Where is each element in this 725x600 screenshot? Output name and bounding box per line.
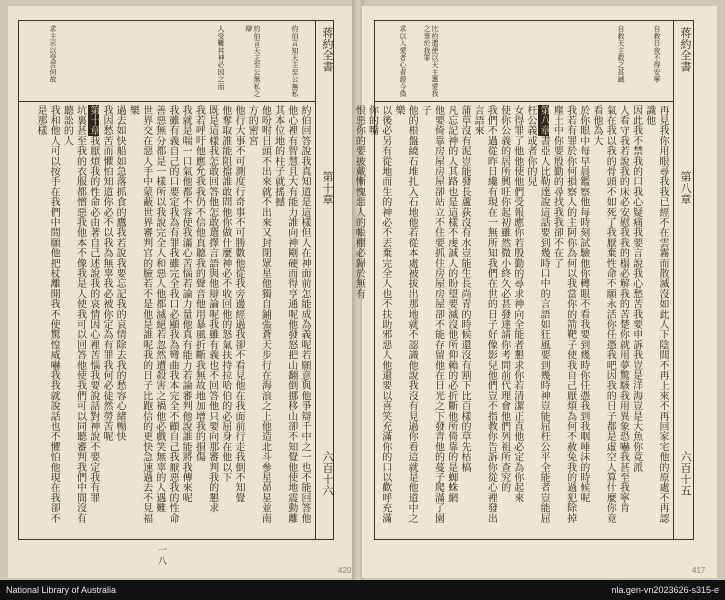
right-margin-note-2: 自救天主救之甚誠 xyxy=(617,25,625,83)
left-col-7: 我若呼吁他應允我我仍不信他真聽我的聲音他用暴風折斷我無故地加增我的損傷 xyxy=(193,105,205,462)
left-col-15: 我和他人可以按手在我們中間願他把杖離開我不使驚惶威嚇我我就說話也不懼怕他現在我卻不是那樣 xyxy=(34,105,60,524)
left-margin-note-2: 約伯言天主至公無私之辯 xyxy=(245,25,261,97)
left-folio: 一八 xyxy=(158,546,168,567)
left-col-9: 我雖有義自己的口要定我為有罪我雖完全我口必顯我為彎曲我本完全不顧自己我厭惡我的性命 xyxy=(166,105,178,524)
footer-identifier: nla.gen-vn2023626-s315-e xyxy=(611,585,719,595)
right-page-frame xyxy=(353,20,694,540)
left-margin-note-3: 人受難其神必因之而 xyxy=(217,25,225,90)
right-col-3: 人看守我若說我的床必安慰我我的榻必解我的苦楚你就用夢驚駭我用異象恐嚇我甚至我寧肯 xyxy=(617,105,629,513)
right-margin-note-1: 自救日夜不得安寧 xyxy=(653,25,661,83)
right-chapter-label: 第八章 xyxy=(679,171,692,205)
right-section-col-4: 我們不過從昨日纔有現在一無所知我們在世的日子好像影兒他們豈不指教你告訴你從心裡發出言語來 xyxy=(472,105,497,524)
left-book-title: 蒋約全書 xyxy=(321,27,334,72)
right-col-4: 氣在我以我的骨頭不如死了我厭棄性命不願永活你任憑我吧因我的日子都是虛空人算什麼你竟看他為大 xyxy=(590,105,616,524)
left-header-band xyxy=(315,21,316,539)
left-col-5: 他奪取誰能阻擋誰敢問他你做什麼神必不收回他的怒氣扶持拉哈伯的必屈身在他以下 xyxy=(219,105,231,483)
left-page xyxy=(8,6,354,578)
left-page-frame xyxy=(18,20,334,540)
left-margin-note-4: 求主示以受苦何故 xyxy=(49,25,57,83)
left-col-12: 過去如快船如急落抓食的鷹我若說我要忘記我的哀情除去我的愁容心緒暢快 xyxy=(114,105,126,442)
right-margin-note-4: 求以入愛者心者證今偽 xyxy=(399,25,407,97)
right-folio-mark: 417 xyxy=(692,566,706,575)
right-book-title: 蒋約全書 xyxy=(679,27,692,72)
left-section-col-1: 我厭煩我的性命必由著自己述說我的哀情因心裡苦惱我要說話對神說不要定我有罪 xyxy=(87,135,99,503)
right-section-col-5: 蒲草沒有泥豈能發長蘆荻沒有水豈能生長尚青的時候還沒有割下比百樣的草先枯槁 xyxy=(458,105,470,473)
left-col-14: 坑裏甚至我的衣服都憎惡我他本不像我是人使我可以回答他使我們可以同聽審判我們中間沒有聽訟的人 xyxy=(61,105,86,524)
right-col-6: 我若有罪於你何損察人的主阿你為何以我當你的箭靶子使我自己厭煩為何不赦免我的過犯除掉 xyxy=(564,105,576,524)
right-col-2: 因此我不禁我的口我心疑痛我要言說我心愁苦我要申訴我豈是洋海豈是大魚你竟派 xyxy=(630,105,642,473)
right-section-col-7: 他要倚靠房屋房屋卻站立不住要抓住房屋房屋卻不能存留他在日光之下發青他的蔓子爬滿了園子 xyxy=(419,105,444,524)
right-col-1: 再見我你用眼尋我我已經不在雲霧而散滅沒如此人下陰間不再上來不再回家宅他的原處不再認識他 xyxy=(643,105,668,524)
left-folio-mark: 420 xyxy=(338,566,352,575)
left-margin-note-1: 約伯言知天主至公無私 xyxy=(291,25,299,97)
right-col-5: 於你眼中每早晨鑑察他每時刻試驗他你轉眼不看我要到幾時你任憑我到我咽唾沫的時候呢 xyxy=(577,105,589,503)
right-body-text xyxy=(353,105,669,531)
right-section-col-2: 女得罪了他他使他們受報應你若殷勤的尋求神向全能者懇求你若清潔正直他必定為你起來 xyxy=(511,105,523,503)
footer-source: National Library of Australia xyxy=(6,585,117,595)
right-header-band xyxy=(673,21,674,539)
right-section-col-3: 使你公義的居所興旺你起初雖然微小終久必甚發達請你考問前代理會他們列祖所查究的 xyxy=(498,105,510,493)
left-gloss-divider xyxy=(19,101,315,102)
right-gloss-divider xyxy=(375,101,673,102)
right-section-col-1: 書亞人比勒達說這話要到幾時口中的言語如狂風要到幾時神豈能屈枉公平全能者豈能屈枉公義或者你的兒 xyxy=(524,105,550,524)
left-col-4: 他行大事不可測度行奇事不可勝數他從我旁邊經過我卻不看見他在我面前行走我倒不知覺 xyxy=(232,105,244,503)
right-margin-note-3: 比約遣使以天主惠愛我之辜於我罪 xyxy=(423,25,439,97)
right-section-col-9: 以後必另有從地而生的神必不丟棄完全人也不扶助邪惡人他還要以喜笑充滿你的口以歡呼充滿你的嘴 xyxy=(366,105,391,524)
left-col-1: 約伯回答說我真知道是這樣但人在神面前怎能成為義呢若願意與他爭辯千中之一也不能回答他 xyxy=(299,105,310,524)
right-section-col-8: 他的根盤繞石堆扎入石地他若從本處被拔出那地就不認識他說我沒有見過你看這就是他道中之樂 xyxy=(392,105,418,524)
right-section-col-10: 恨惡你的要披戴慚愧惡人的帳棚必歸於無有 xyxy=(353,105,365,299)
right-page-number: 六百十五 xyxy=(679,451,692,496)
left-col-11: 世界交在惡人手中蒙蔽世界審判官的臉若不是他是誰呢我的日子比跑信的更快急速過去不見福樂 xyxy=(127,105,152,524)
left-body-text xyxy=(23,105,311,531)
left-page-number: 六百十六 xyxy=(321,451,334,496)
left-section-label: 第十章 xyxy=(87,105,99,136)
left-col-6: 既是這樣我怎敢回答他怎敢選擇言語與他辯論呢我雖有義也不回答他只要向那審判我的懇求 xyxy=(206,105,218,513)
left-col-2: 他心裡有智慧且大有能力誰向神剛硬而得亨通呢他發怒把山翻倒挪移山卻不知覺他使地震動離其本位地的柱子就搖撼 xyxy=(272,105,297,524)
left-col-8: 我就是喘一口氣他都不容使我滿心苦惱若論力量他真有能力若論審判他說誰能將我傳來呢 xyxy=(180,105,192,503)
right-col-7: 塵土中你要殷勤的尋找我我卻不在了 xyxy=(551,105,563,269)
left-chapter-label: 第十章 xyxy=(321,171,334,205)
left-col-3: 他吩咐日頭不出來就不出來又封閉眾星他獨自鋪張蒼天步行在海浪之上他造北斗參星昴星並南方的密宮 xyxy=(246,105,271,524)
right-page xyxy=(353,6,717,578)
left-col-10: 善惡無分都是一樣所以我說完全人和惡人他都滅絕若忽然遭殺害之禍他必戲笑無辜的人遇難 xyxy=(153,105,165,513)
left-col-13: 我因愁苦而懼怕知道你必不以我為無辜我必被你定為有罪我何必徒然勞苦呢 xyxy=(100,105,112,442)
right-section-col-6: 凡忘記神的人其路也是這樣不虔誠人的盼望要滅沒他所仰賴的必折斷他所倚靠的是蜘蛛網 xyxy=(445,105,457,503)
library-footer xyxy=(0,580,725,600)
right-section-label: 第八章 xyxy=(538,105,550,136)
